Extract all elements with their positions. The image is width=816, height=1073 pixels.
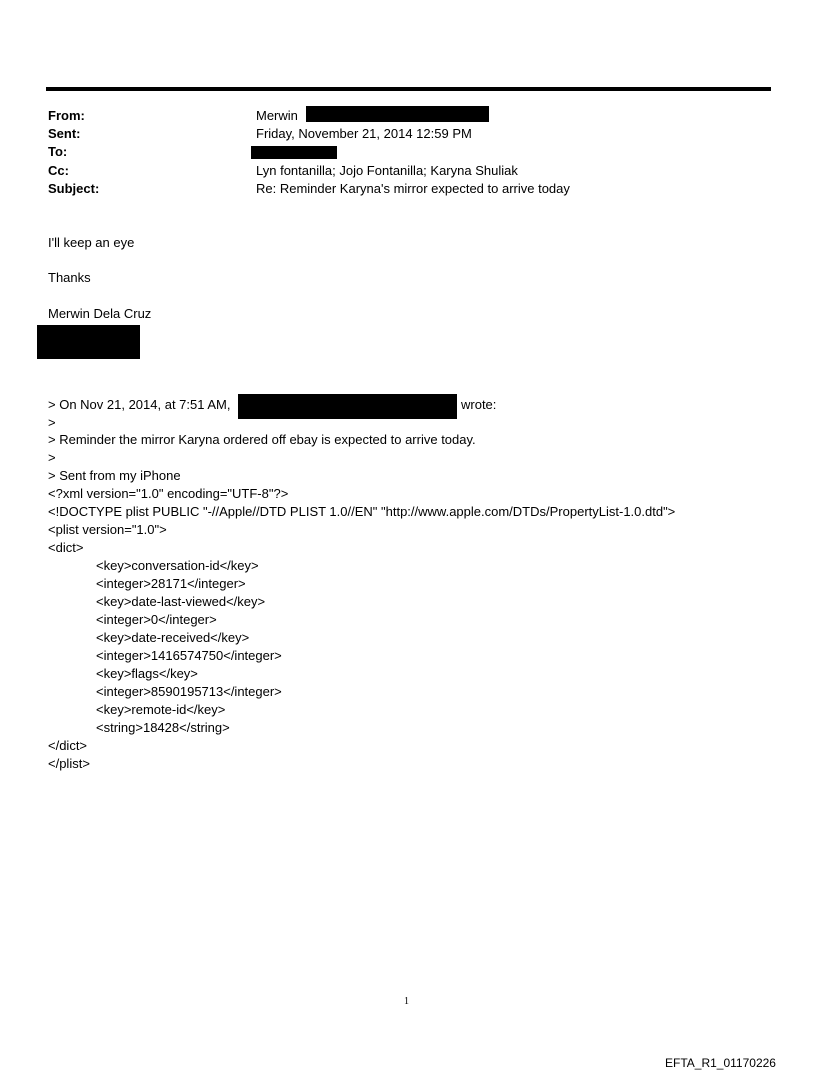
plist-entry: <key>remote-id</key> [96,702,226,717]
plist-entry: <key>flags</key> [96,666,198,681]
from-value: Merwin [256,108,298,123]
page-number: 1 [404,996,409,1007]
redaction-from [306,106,489,122]
plist-close: </plist> [48,756,90,771]
to-label: To: [48,144,68,159]
plist-doctype: <!DOCTYPE plist PUBLIC "-//Apple//DTD PLIST 1.0//EN" "http://www.apple.com/DTDs/PropertyList-1.0.dtd"> [48,504,676,519]
quoted-gt-2: > [48,450,56,465]
bates-number: EFTA_R1_01170226 [665,1056,776,1070]
plist-entry: <integer>28171</integer> [96,576,246,591]
redaction-to [251,146,337,159]
signature-name: Merwin Dela Cruz [48,306,152,321]
cc-label: Cc: [48,163,69,178]
header-rule [46,87,771,91]
body-line-thanks: Thanks [48,270,91,285]
plist-entry: <key>date-received</key> [96,630,250,645]
subject-value: Re: Reminder Karyna's mirror expected to arrive today [256,181,570,196]
redaction-signature [37,325,140,359]
sent-value: Friday, November 21, 2014 12:59 PM [256,126,472,141]
plist-dict-close: </dict> [48,738,88,753]
cc-value: Lyn fontanilla; Jojo Fontanilla; Karyna Shuliak [256,163,518,178]
plist-entry: <integer>0</integer> [96,612,217,627]
plist-open: <plist version="1.0"> [48,522,167,537]
quoted-on-line: > On Nov 21, 2014, at 7:51 AM, [48,397,231,412]
redaction-quoted-sender [238,394,457,419]
quoted-gt-1: > [48,415,56,430]
plist-entry: <integer>8590195713</integer> [96,684,282,699]
body-line-keep-eye: I'll keep an eye [48,235,135,250]
plist-entry: <key>conversation-id</key> [96,558,259,573]
quoted-wrote: wrote: [461,397,497,412]
plist-entry: <integer>1416574750</integer> [96,648,282,663]
quoted-sent-from: > Sent from my iPhone [48,468,181,483]
plist-dict-open: <dict> [48,540,84,555]
from-label: From: [48,108,85,123]
plist-entry: <key>date-last-viewed</key> [96,594,266,609]
subject-label: Subject: [48,181,100,196]
plist-xml-declaration: <?xml version="1.0" encoding="UTF-8"?> [48,486,289,501]
plist-entry: <string>18428</string> [96,720,230,735]
sent-label: Sent: [48,126,81,141]
quoted-reminder: > Reminder the mirror Karyna ordered off ebay is expected to arrive today. [48,432,476,447]
